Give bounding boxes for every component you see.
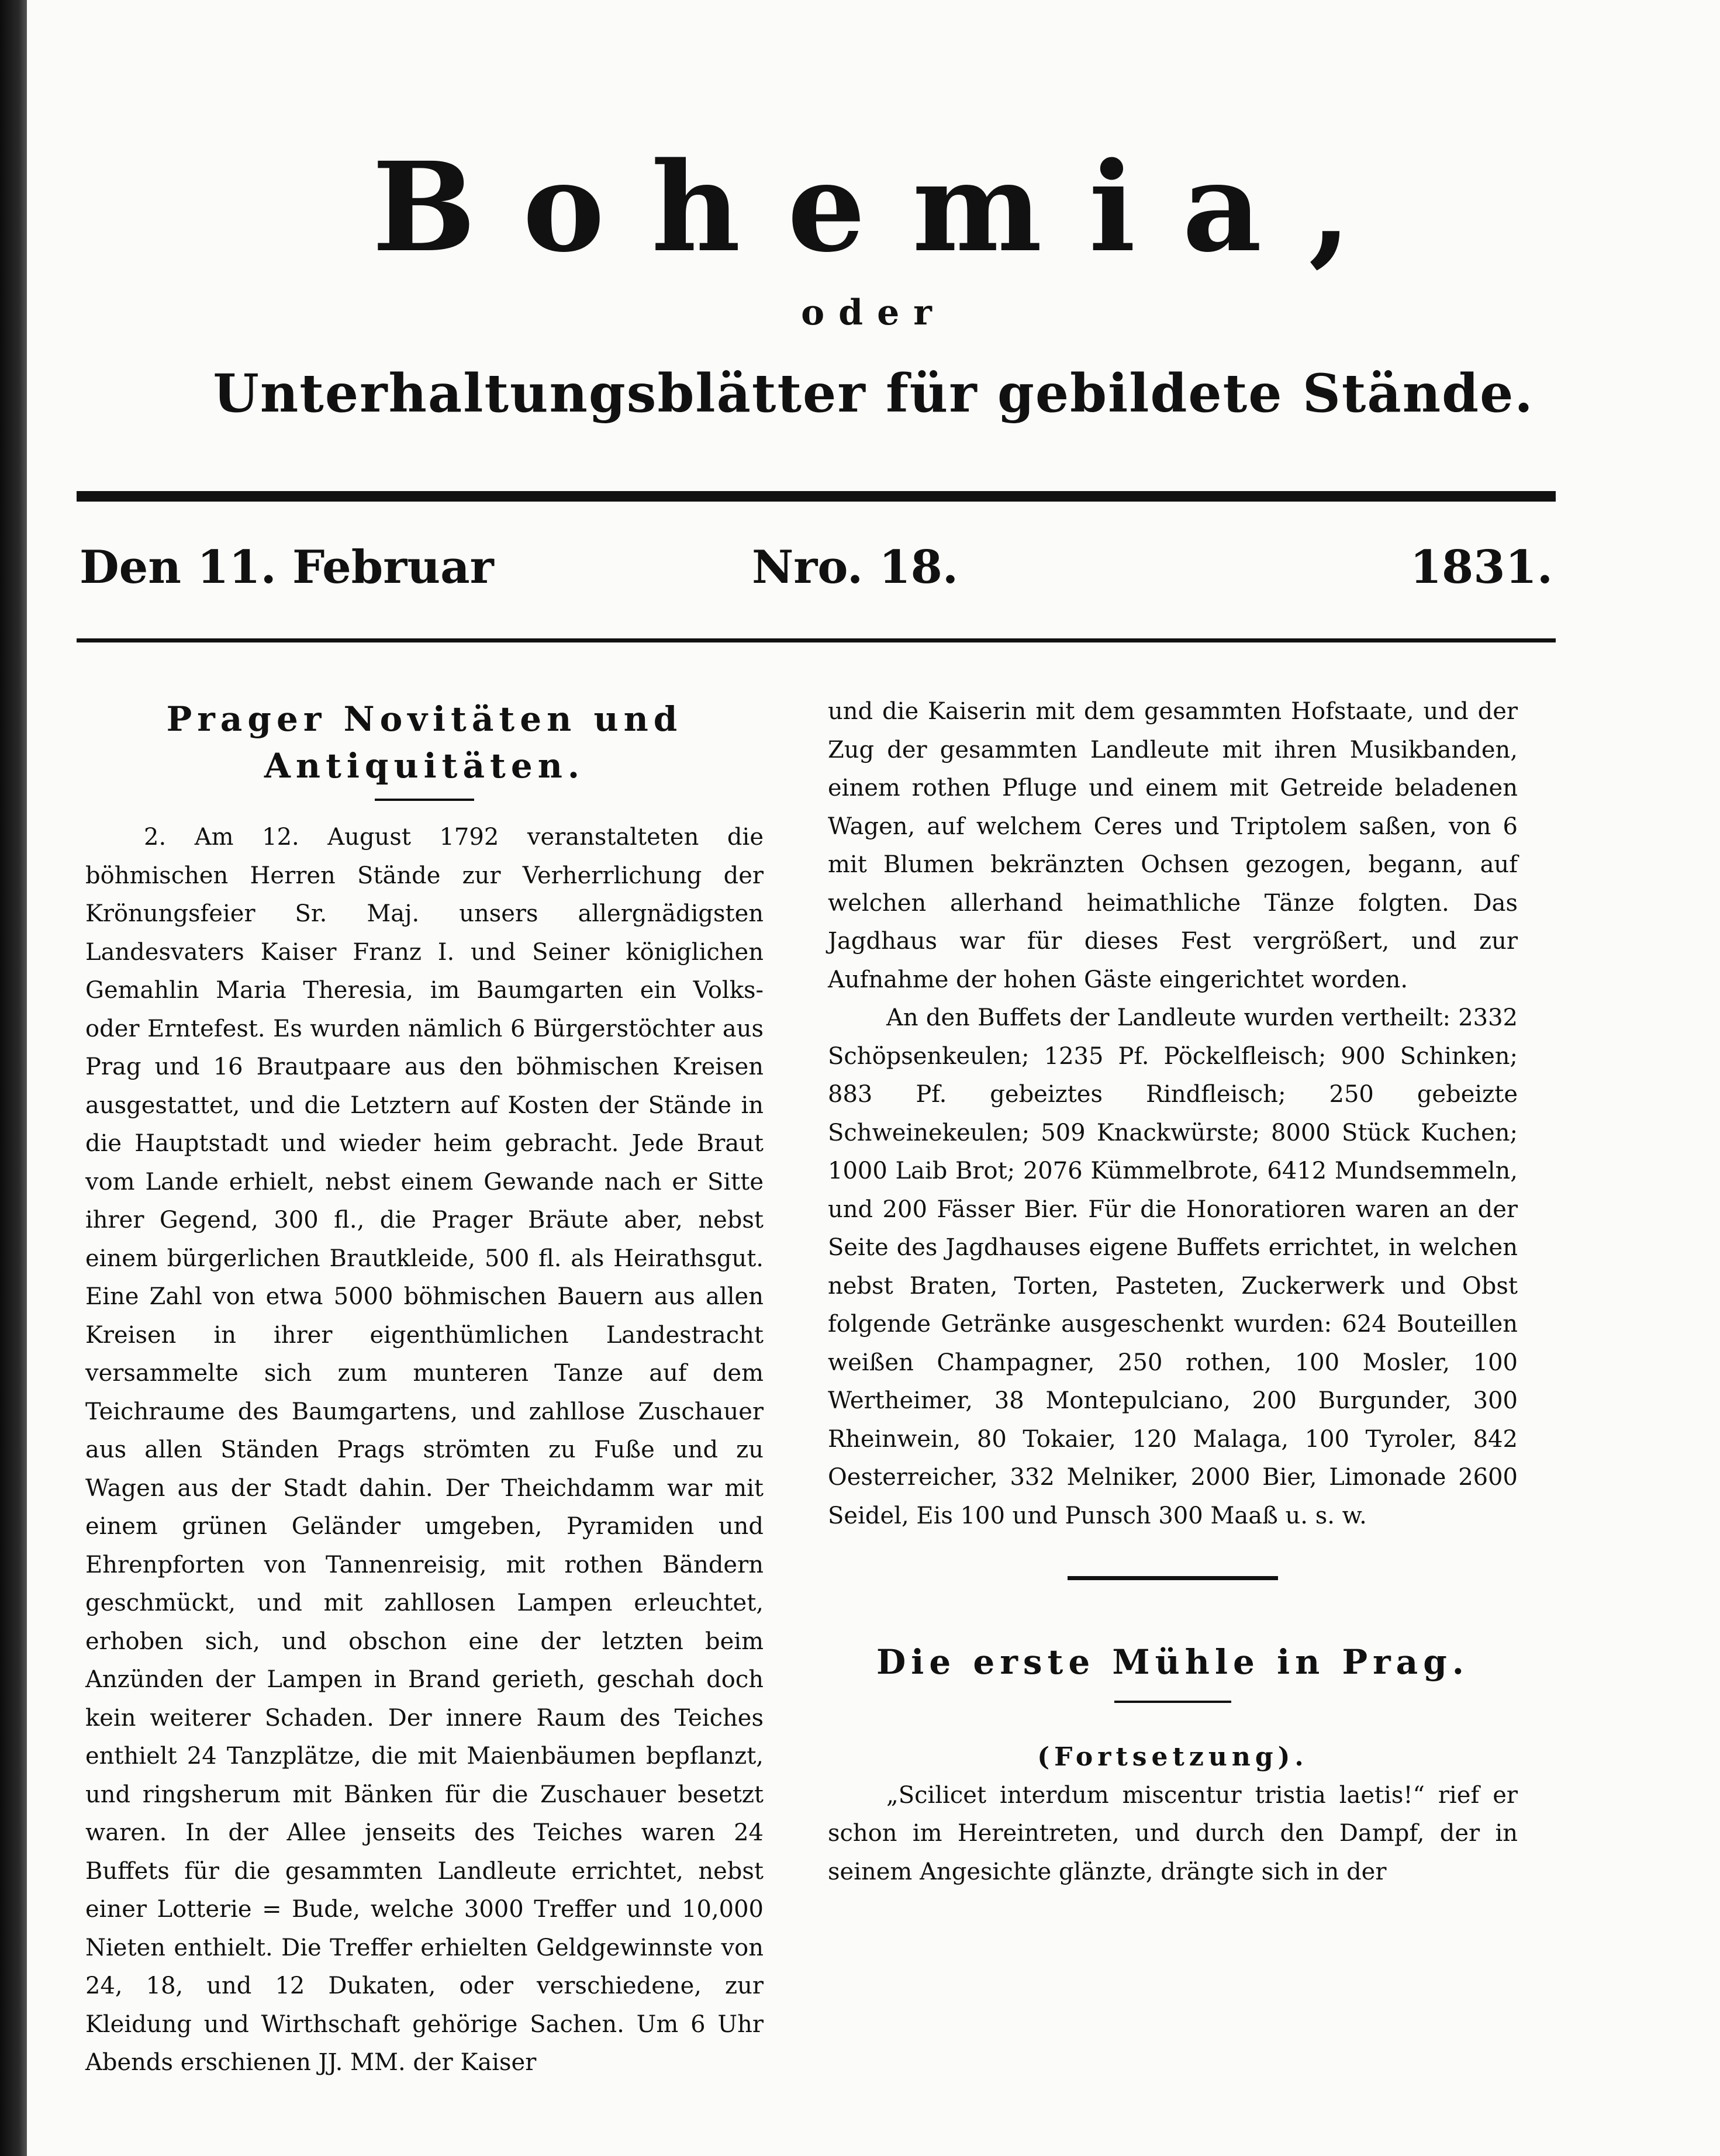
article-paragraph: An den Buffets der Landleute wurden vertheilt: 2332 Schöpsenkeulen; 1235 Pf. Pöckelfleisch; 900 Schinken; 883 Pf. gebeiztes Rindfleisch; 250 gebeizte Schweinekeulen; 509 Knackwürste; 8000 Stück Kuchen; 1000 Laib Brot; 2076 Kümmelbrote, 6412 Mundsemmeln, und 200 Fässer Bier. Für die Honoratioren waren an der Seite des Jagdhauses eigene Buffets errichtet, in welchen nebst Braten, Torten, Pasteten, Zuckerwerk und Obst folgende Getränke ausgeschenkt wurden: 624 Bouteillen weißen Champagner, 250 rothen, 100 Mosler, 100 Wertheimer, 38 Montepulciano, 200 Burgunder, 300 Rheinwein, 80 Tokaier, 120 Malaga, 100 Tyroler, 842 Oesterreicher, 332 Melniker, 2000 Bier, Limonade 2600 Seidel, Eis 100 und Punsch 300 Maaß u. s. w. xyxy=(828,1004,1518,1529)
title-rule xyxy=(1114,1701,1231,1703)
binding-edge xyxy=(0,0,27,2156)
newspaper-page xyxy=(27,0,1720,2156)
newspaper-title: Bohemia, xyxy=(372,135,1398,279)
section-separator xyxy=(1068,1576,1278,1580)
article-title: Die erste Mühle in Prag. xyxy=(876,1642,1469,1682)
article-paragraph: 2. Am 12. August 1792 veranstalteten die böhmischen Herren Stände zur Verherrlichung der Krönungsfeier Sr. Maj. unsers allergnädigsten Landesvaters Kaiser Franz I. und Seiner königlichen Gemahlin Maria Theresia, im Baumgarten ein Volks- oder Erntefest. Es wurden nämlich 6 Bürgerstöchter aus Prag und 16 Brautpaare aus den böhmischen Kreisen ausgestattet, und die Letztern auf Kosten der Stände in die Hauptstadt und wieder heim gebracht. Jede Braut vom Lande erhielt, nebst einem Gewande nach er Sitte ihrer Gegend, 300 fl., die Prager Bräute aber, nebst einem bürgerlichen Brautkleide, 500 fl. als Heirathsgut. Eine Zahl von etwa 5000 böhmischen Bauern aus allen Kreisen in ihrer eigenthümlichen Landestracht versammelte sich zum munteren Tanze auf dem Teichraume des Baumgartens, und zahllose Zuschauer aus allen Ständen Prags strömten zu Fuße und zu Wagen aus der Stadt dahin. Der Theichdamm war mit einem grünen Geländer umgeben, Pyramiden und Ehrenpforten von Tannenreisig, mit rothen Bändern geschmückt, und mit zahllosen Lampen erleuchtet, erhoben sich, und obschon eine der letzten beim Anzünden der Lampen in Brand gerieth, geschah doch kein weiterer Schaden. Der innere Raum des Teiches enthielt 24 Tanzplätze, die mit Maienbäumen bepflanzt, und ringsherum mit Bänken für die Zuschauer besetzt waren. In der Allee jenseits des Teiches waren 24 Buffets für die gesammten Landleute errichtet, nebst einer Lotterie = Bude, welche 3000 Treffer und 10,000 Nieten enthielt. Die Treffer erhielten Geldgewinnste von 24, 18, und 12 Dukaten, oder verschiedene, zur Kleidung und Wirthschaft gehörige Sachen. Um 6 Uhr Abends erschienen JJ. MM. der Kaiser xyxy=(85,824,764,2076)
newspaper-subtitle: Unterhaltungsblätter für gebildete Stände. xyxy=(213,362,1534,424)
dateline-rule xyxy=(77,638,1556,642)
article-paragraph: „Scilicet interdum miscentur tristia laetis!“ rief er schon im Hereintreten, und durch den Dampf, der in seinem Angesichte glänzte, drängte sich in der xyxy=(828,1781,1518,1885)
left-column xyxy=(85,696,764,2082)
masthead-oder: oder xyxy=(801,292,946,333)
article-paragraph-continued: und die Kaiserin mit dem gesammten Hofstaate, und der Zug der gesammten Landleute mit ihren Musikbanden, einem rothen Pfluge und einem mit Getreide beladenen Wagen, auf welchem Ceres und Triptolem saßen, von 6 mit Blumen bekränzten Ochsen gezogen, begann, auf welchen allerhand heimathliche Tänze folgten. Das Jagdhaus war für dieses Fest vergrößert, und zur Aufnahme der hohen Gäste eingerichtet worden. xyxy=(828,698,1518,993)
dateline xyxy=(80,541,1553,605)
title-rule xyxy=(375,799,474,801)
continuation-note: (Fortsetzung). xyxy=(1037,1742,1308,1772)
header-rule xyxy=(77,491,1556,502)
masthead xyxy=(27,135,1720,279)
right-column xyxy=(828,693,1518,1891)
issue-number: Nro. 18. xyxy=(752,541,959,594)
issue-year: 1831. xyxy=(1410,541,1553,594)
issue-date: Den 11. Februar xyxy=(80,541,494,594)
article-title: Prager Novitäten und Antiquitäten. xyxy=(166,699,683,786)
